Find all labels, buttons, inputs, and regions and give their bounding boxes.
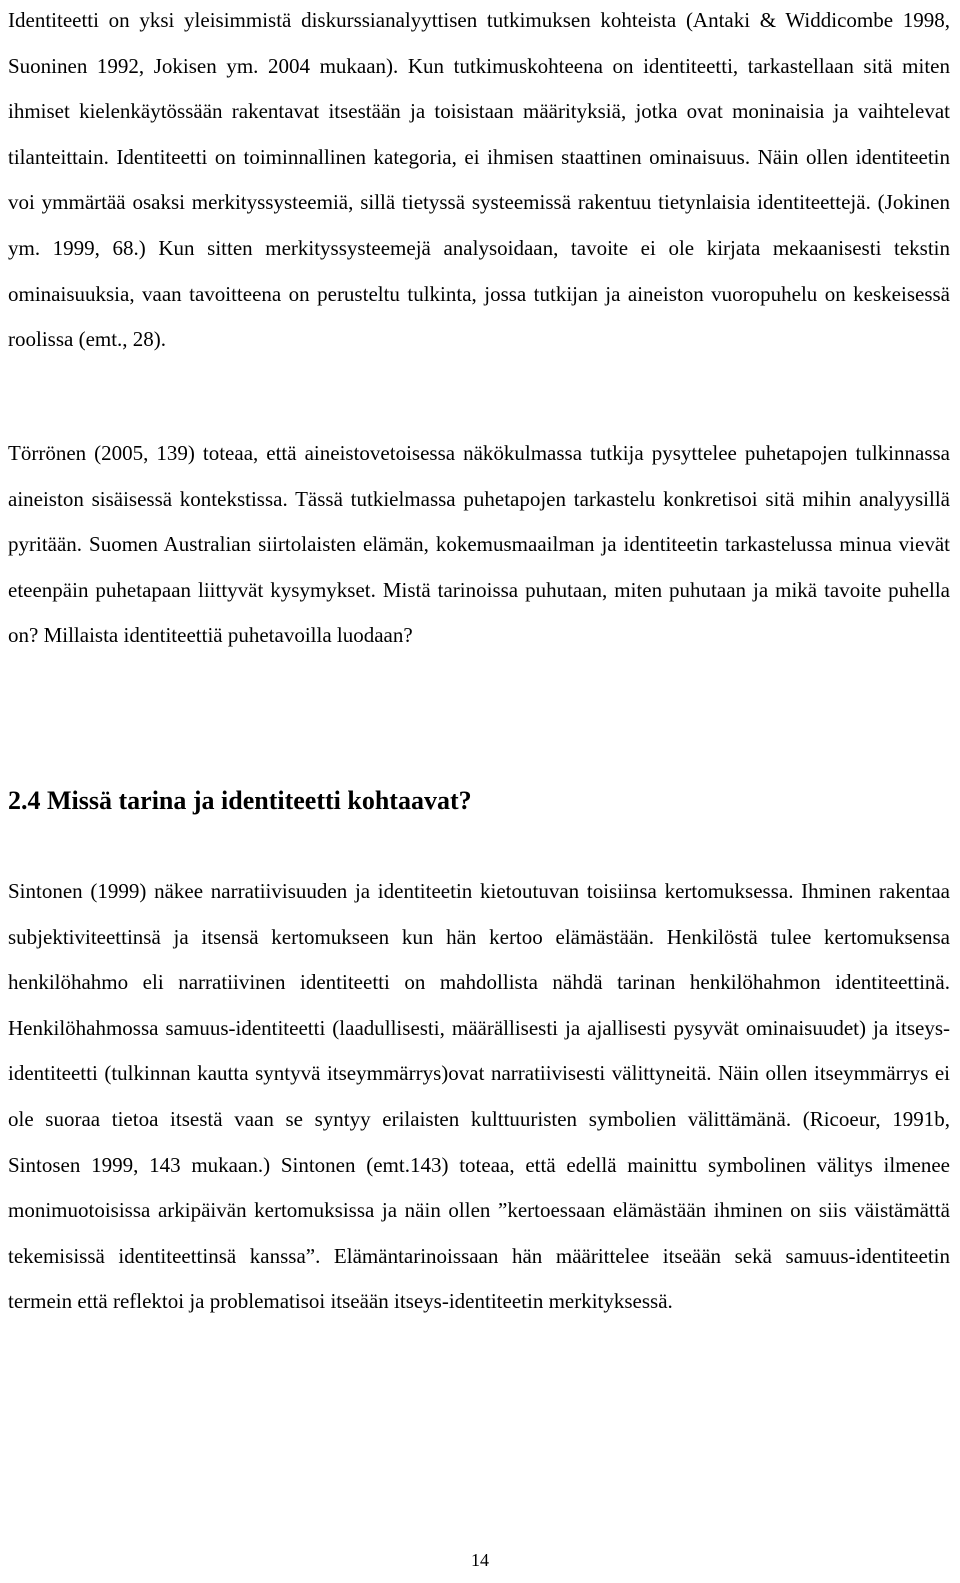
page-number: 14 — [471, 1550, 489, 1570]
paragraph-narrative-identity: Sintonen (1999) näkee narratiivisuuden ja identiteetin kietoutuvan toisiinsa kertomuksessa. Ihminen rakentaa subjektiviteettinsä ja itsensä kertomukseen kun hän kertoo elämästään. Henkilöstä tulee kertomuksensa henkilöhahmo eli narratiivinen identiteetti on mahdollista nähdä tarinan henkilöhahmon identiteettinä. Henkilöhahmossa samuus-identiteetti (laadullisesti, määrällisesti ja ajallisesti pysyvät ominaisuudet) ja itseys-identiteetti (tulkinnan kautta syntyvä itseymmärrys)ovat narratiivisesti välittyneitä. Näin ollen itseymmärrys ei ole suoraa tietoa itsestä vaan se syntyy erilaisten kulttuuristen symbolien välittämänä. (Ricoeur, 1991b, Sintosen 1999, 143 mukaan.) Sintonen (emt.143) toteaa, että edellä mainittu symbolinen välitys ilmenee monimuotoisissa arkipäivän kertomuksissa ja näin ollen ”kertoessaan elämästään ihminen on siis väistämättä tekemisissä identiteettinsä kanssa”. Elämäntarinoissaan hän määrittelee itseään sekä samuus-identiteetin termein että reflektoi ja problematisoi itseään itseys-identiteetin merkityksessä. — [8, 879, 950, 1314]
section-heading: 2.4 Missä tarina ja identiteetti kohtaavat? — [8, 786, 472, 815]
paragraph-identity-discourse: Identiteetti on yksi yleisimmistä diskurssianalyyttisen tutkimuksen kohteista (Antaki & Widdicombe 1998, Suoninen 1992, Jokisen ym. 2004 mukaan). Kun tutkimuskohteena on identiteetti, tarkastellaan sitä miten ihmiset kielenkäytössään rakentavat itsestään ja toisistaan määrityksiä, jotka ovat moninaisia ja vaihtelevat tilanteittain. Identiteetti on toiminnallinen kategoria, ei ihmisen staattinen ominaisuus. Näin ollen identiteetin voi ymmärtää osaksi merkityssysteemiä, sillä tietyssä systeemissä rakentuu tietynlaisia identiteettejä. (Jokinen ym. 1999, 68.) Kun sitten merkityssysteemejä analysoidaan, tavoite ei ole kirjata mekaanisesti tekstin ominaisuuksia, vaan tavoitteena on perusteltu tulkinta, jossa tutkijan ja aineiston vuoropuhelu on keskeisessä roolissa (emt., 28). — [8, 8, 950, 352]
paragraph-data-driven-perspective: Törrönen (2005, 139) toteaa, että aineistovetoisessa näkökulmassa tutkija pysyttelee puhetapojen tulkinnassa aineiston sisäisessä kontekstissa. Tässä tutkielmassa puhetapojen tarkastelu konkretisoi sitä mihin analyysillä pyritään. Suomen Australian siirtolaisten elämän, kokemusmaailman ja identiteetin tarkastelussa minua vievät eteenpäin puhetapaan liittyvät kysymykset. Mistä tarinoissa puhutaan, miten puhutaan ja mikä tavoite puhella on? Millaista identiteettiä puhetavoilla luodaan? — [8, 441, 950, 648]
